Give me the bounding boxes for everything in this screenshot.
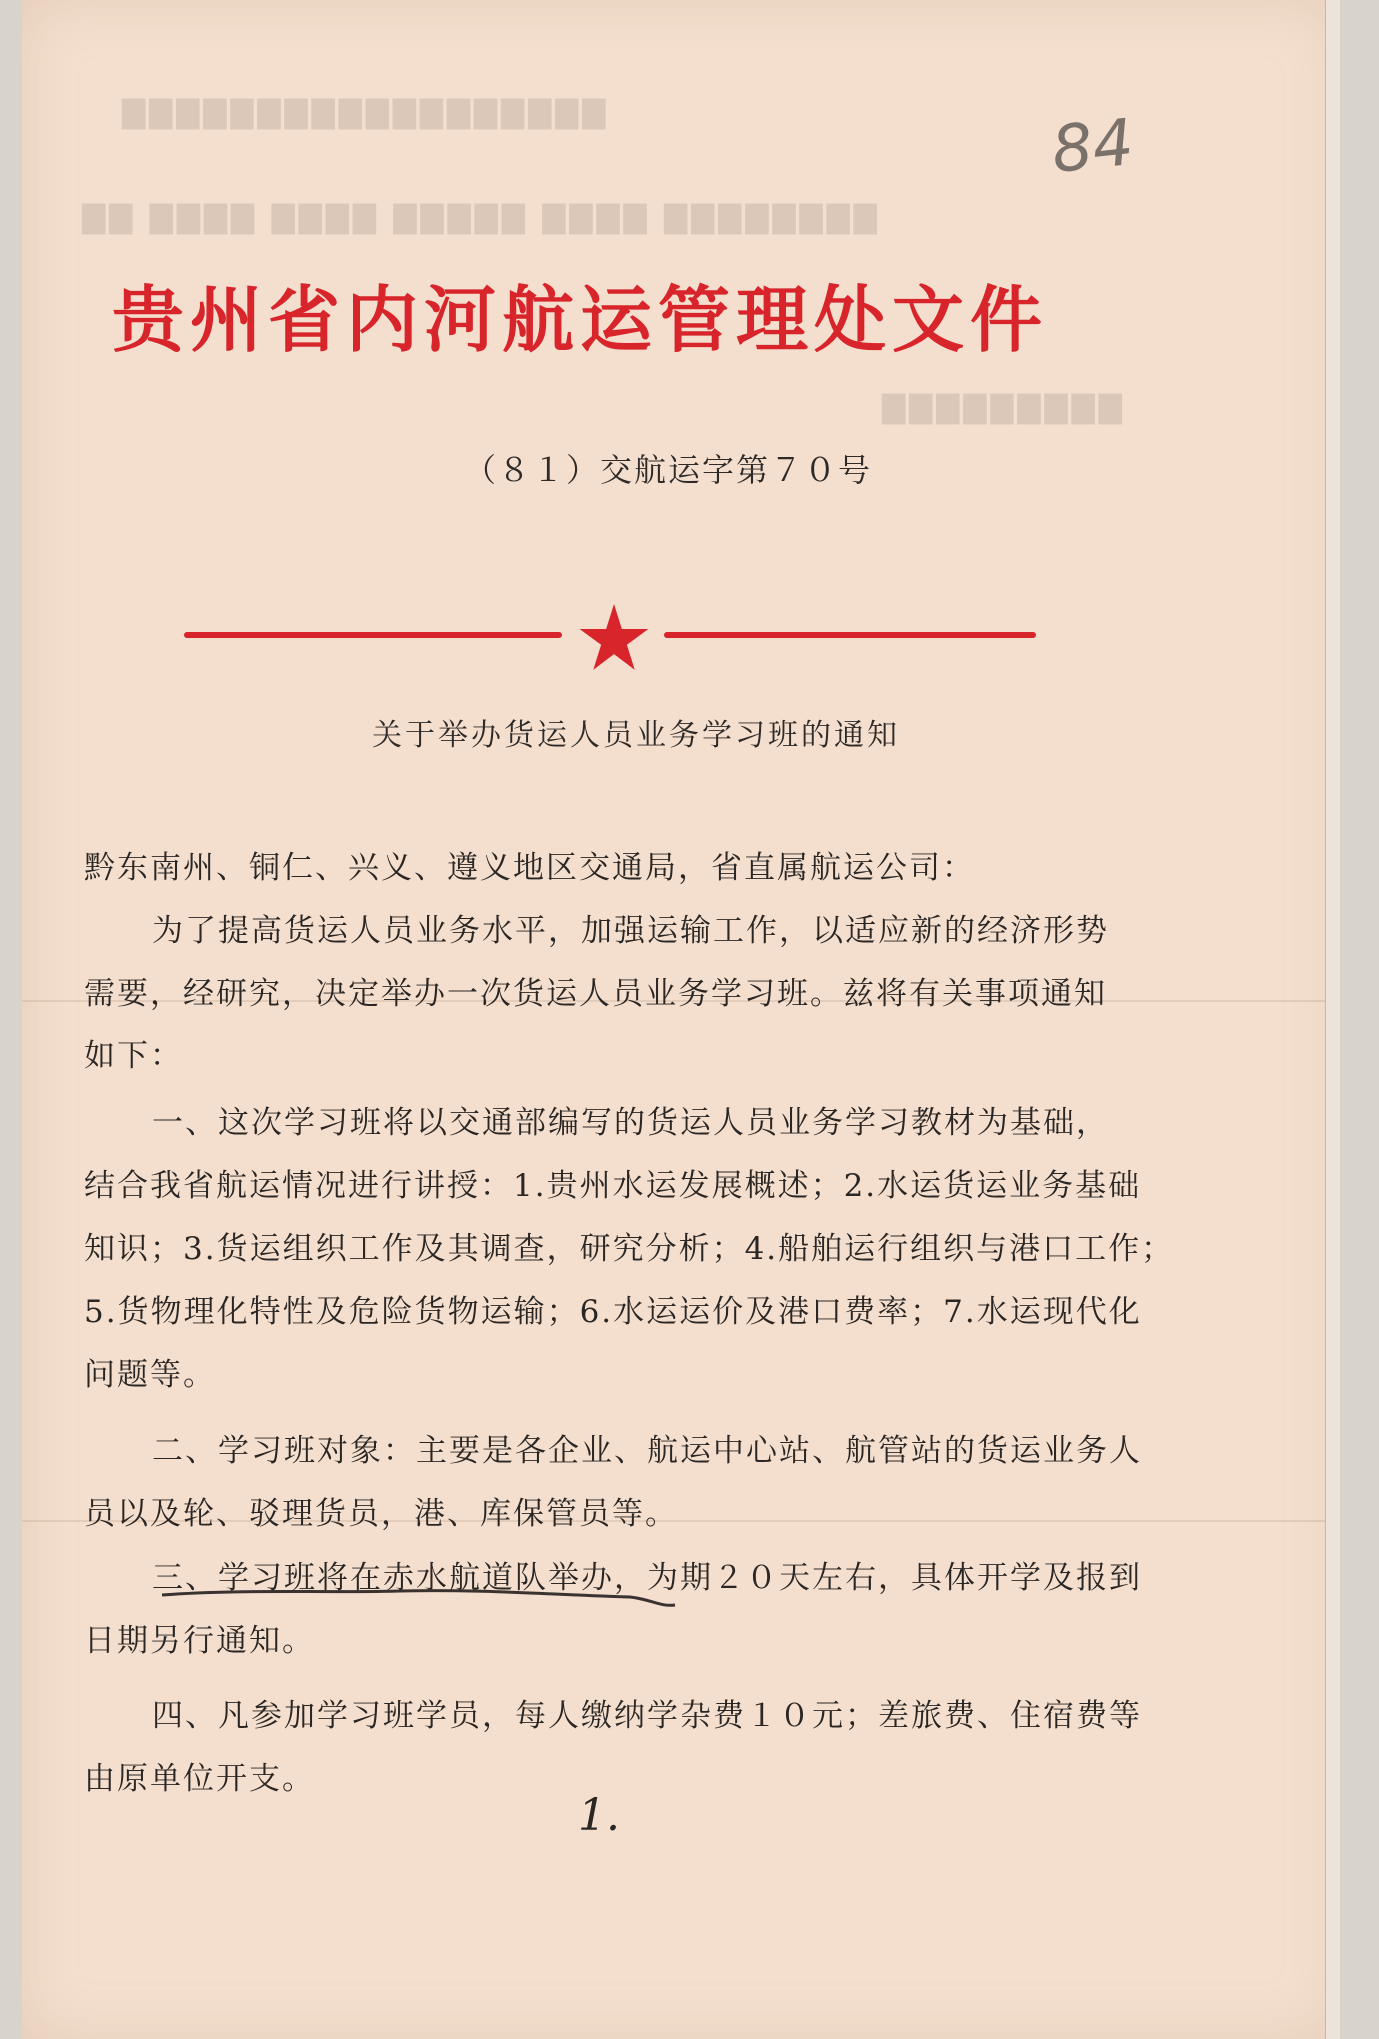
item-1-line: 一、这次学习班将以交通部编写的货运人员业务学习教材为基础， xyxy=(152,1105,1109,1141)
item-1-line: 知识；3.货运组织工作及其调查，研究分析；4.船舶运行组织与港口工作； xyxy=(84,1231,1175,1267)
page-edge xyxy=(1325,0,1340,2039)
addressee-line: 黔东南州、铜仁、兴义、遵义地区交通局，省直属航运公司： xyxy=(84,850,975,886)
notice-title: 关于举办货运人员业务学习班的通知 xyxy=(372,718,900,753)
document-header-title: 贵州省内河航运管理处文件 xyxy=(112,277,1049,362)
body-line: 为了提高货运人员业务水平，加强运输工作，以适应新的经济形势 xyxy=(152,913,1109,949)
item-2-line: 员以及轮、驳理货员，港、库保管员等。 xyxy=(84,1496,678,1532)
item-3-line: 日期另行通知。 xyxy=(84,1623,315,1659)
item-4-line: 由原单位开支。 xyxy=(84,1761,315,1797)
red-divider-left xyxy=(184,632,562,638)
item-2-line: 二、学习班对象：主要是各企业、航运中心站、航管站的货运业务人 xyxy=(152,1433,1142,1469)
item-1-line: 5.货物理化特性及危险货物运输；6.水运运价及港口费率；7.水运现代化 xyxy=(84,1294,1142,1330)
bleed-through-mark: ▇▇ ▇▇▇▇ ▇▇▇▇ ▇▇▇▇▇ ▇▇▇▇ ▇▇▇▇▇▇▇▇ xyxy=(82,200,881,235)
item-4-line: 四、凡参加学习班学员，每人缴纳学杂费１０元；差旅费、住宿费等 xyxy=(152,1698,1142,1734)
document-page xyxy=(22,0,1340,2039)
item-3-line: 三、学习班将在赤水航道队举办，为期２０天左右，具体开学及报到 xyxy=(152,1560,1142,1596)
item-1-line: 结合我省航运情况进行讲授：1.贵州水运发展概述；2.水运货运业务基础 xyxy=(84,1168,1142,1204)
bleed-through-mark: ▇▇▇▇▇▇▇▇▇▇▇▇▇▇▇▇▇▇ xyxy=(122,95,610,130)
red-star-icon xyxy=(578,604,650,672)
body-line: 需要，经研究，决定举办一次货运人员业务学习班。兹将有关事项通知 xyxy=(84,976,1107,1012)
body-line: 如下： xyxy=(84,1038,183,1074)
handwritten-page-number: 84 xyxy=(1048,105,1138,189)
document-number: （８１）交航运字第７０号 xyxy=(464,451,873,489)
handwritten-underline xyxy=(160,1585,680,1615)
page-number: 1. xyxy=(578,1790,620,1841)
red-divider-right xyxy=(664,632,1036,638)
bleed-through-mark: ▇▇▇▇▇▇▇▇▇ xyxy=(882,390,1126,425)
item-1-line: 问题等。 xyxy=(84,1357,216,1393)
